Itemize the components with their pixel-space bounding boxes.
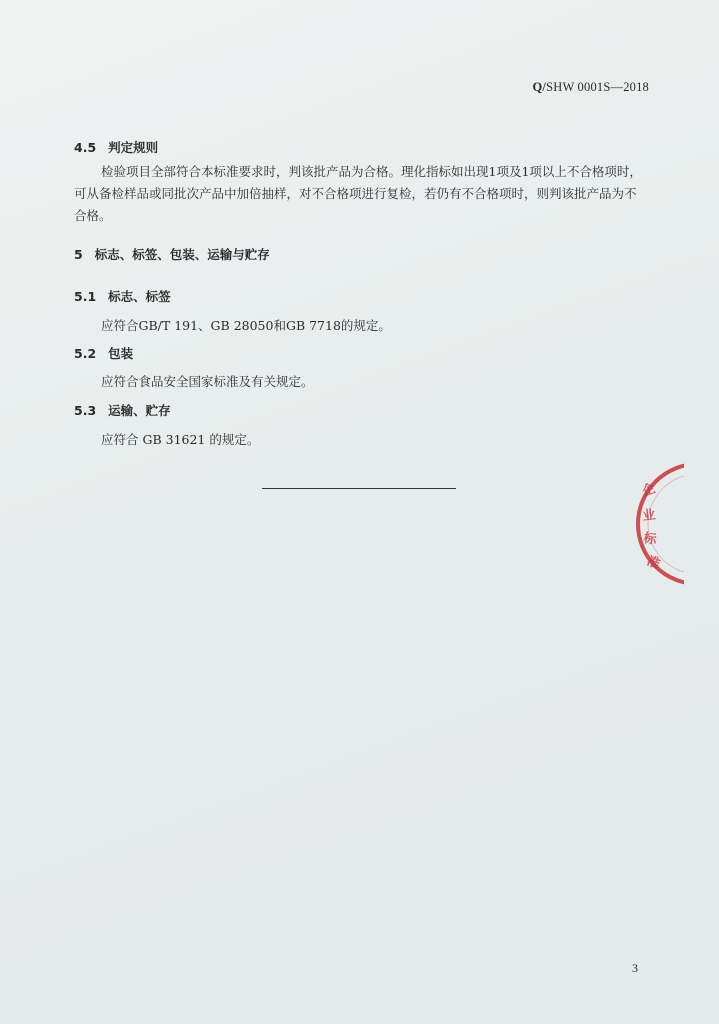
heading-4-5 [74,138,158,156]
svg-text:企: 企 [640,481,658,500]
section-title: 判定规则 [108,140,159,155]
section-title: 包装 [108,346,134,361]
heading-5-3 [74,401,171,419]
seal-graphic [618,462,684,586]
svg-text:准: 准 [644,553,663,573]
svg-text:业: 业 [641,507,657,524]
heading-5-1 [74,287,171,305]
company-seal [618,462,684,586]
section-title: 标志、标签 [108,289,171,304]
paragraph-line: 合格。 [74,208,112,223]
svg-text:标: 标 [642,531,658,548]
paragraph-line: 检验项目全部符合本标准要求时，判该批产品为合格。理化指标如出现1项及1项以上不合格项时， [101,164,642,179]
paragraph-5-3: 应符合 GB 31621 的规定。 [101,432,260,447]
end-rule [262,488,456,489]
section-title: 运输、贮存 [108,403,171,418]
heading-5 [74,245,270,263]
section-number: 5 [74,247,83,262]
paragraph-line: 可从备检样品或同批次产品中加倍抽样，对不合格项进行复检，若仍有不合格项时，则判该批产品为不 [74,186,637,201]
paragraph-5-2: 应符合食品安全国家标准及有关规定。 [101,374,314,389]
section-title: 标志、标签、包装、运输与贮存 [94,247,270,262]
doc-code-main: SHW 0001S—2018 [546,80,649,94]
doc-code [532,80,649,95]
section-number: 4.5 [74,140,97,155]
section-number: 5.3 [74,403,97,418]
page-number: 3 [632,961,638,975]
section-number: 5.1 [74,289,97,304]
paragraph-5-1: 应符合GB/T 191、GB 28050和GB 7718的规定。 [101,318,391,333]
doc-code-prefix: Q/ [532,80,547,94]
section-number: 5.2 [74,346,97,361]
heading-5-2 [74,344,133,362]
paragraph-judgement-rules [74,161,654,227]
